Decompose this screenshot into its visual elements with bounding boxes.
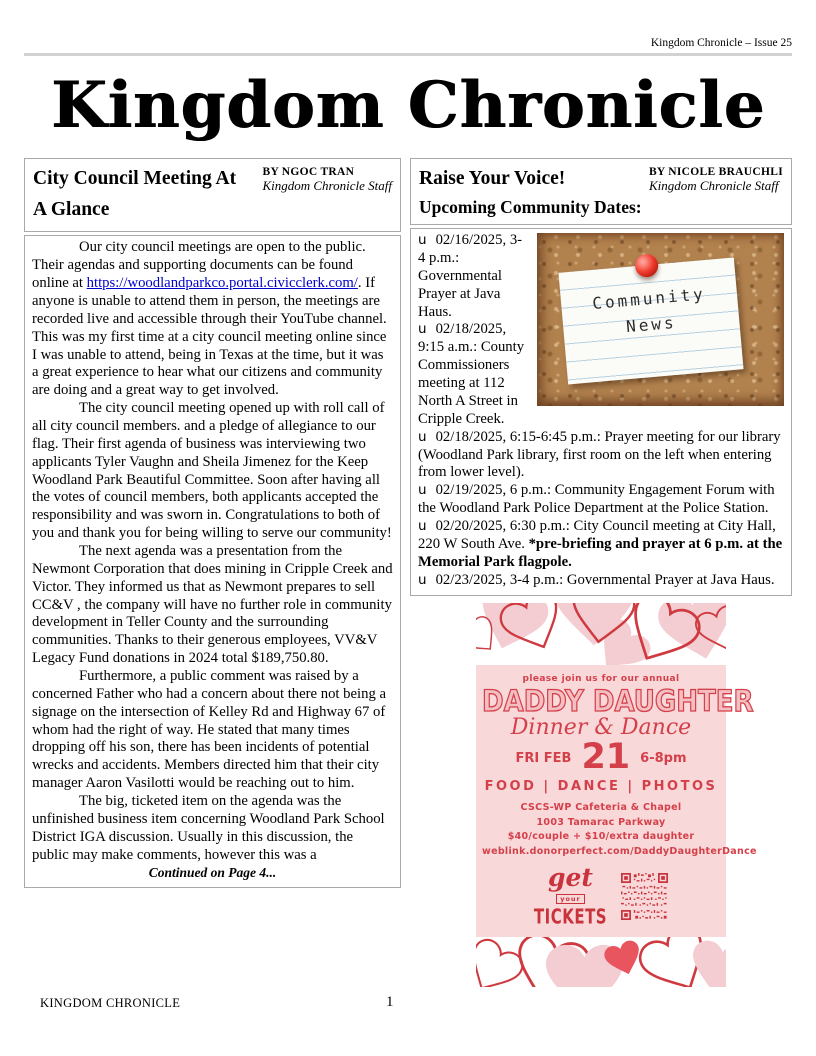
bullet-item: [418, 572, 784, 590]
bullet-item: [418, 518, 784, 572]
civicclerk-link[interactable]: https://woodlandparkco.portal.civicclerk.com/: [86, 275, 358, 292]
flyer-items-line: FOOD | DANCE | PHOTOS: [484, 778, 718, 794]
paragraph-1: [32, 239, 393, 400]
note-line2: News: [625, 312, 678, 336]
masthead-title: Kingdom Chronicle: [50, 68, 766, 143]
flyer-weblink: weblink.donorperfect.com/DaddyDaughterDance: [482, 846, 757, 858]
flyer-body: [476, 665, 757, 937]
two-column-layout: [24, 158, 792, 987]
byline-role: Kingdom Chronicle Staff: [262, 178, 392, 193]
bullet-text: 02/18/2025, 9:15 a.m.: County Commissioners meeting at 112 North A Street in Cripple Creek.: [418, 321, 525, 427]
left-article-title-line1: City Council Meeting At: [33, 168, 237, 189]
heart-icon: [476, 603, 553, 659]
right-article-title: Raise Your Voice!: [419, 168, 566, 189]
footer-title: KINGDOM CHRONICLE: [40, 996, 181, 1010]
paragraph-1-text-after: . If anyone is unable to attend them in person, the meetings are recorded live and accessible through their YouTube channel. This was my first time at a city council meeting online since I was unable to attend, being in Texas at the time, but it was a great experience to hear what our citizens and community are doing and a great way to get involved.: [32, 275, 387, 399]
flyer-title: DADDY DAUGHTER: [482, 685, 754, 720]
bullet-bold-text: *pre-briefing and prayer at 6 p.m. at the Memorial Park flagpole.: [418, 535, 783, 570]
continued-note: Continued on Page 4...: [148, 865, 277, 881]
paragraph-2: The city council meeting opened up with roll call of all city council members. and a pledge of allegiance to our flag. Their first agenda of business was interviewing two applicants Tyler Vaughn and Sheila Jimenez for the Keep Woodland Park Beautiful Committee. Soon after having all the votes of council members, both applicants accepted the responsibility and was sworn in. Congratulations to both of you and thank you for being willing to serve our community!: [32, 400, 392, 542]
left-article-title: [33, 163, 236, 225]
bullet-text: 02/23/2025, 3-4 p.m.: Governmental Prayer at Java Haus.: [435, 571, 775, 588]
left-article-body-box: [24, 235, 401, 888]
flyer-date-day: 21: [581, 737, 631, 778]
paragraph-1-text: Our city council meetings are open to the public. Their agendas and supporting documents can be found online at: [32, 239, 366, 292]
page-footer: [0, 996, 816, 1014]
bullet-icon: u: [418, 571, 427, 588]
heart-icon: [476, 937, 527, 987]
byline-role: Kingdom Chronicle Staff: [648, 178, 779, 193]
byline-author: BY NGOC TRAN: [262, 166, 355, 178]
bullet-icon: u: [418, 321, 427, 338]
running-header-text: Kingdom Chronicle – Issue 25: [650, 37, 792, 49]
page-number: 1: [386, 994, 394, 1010]
community-dates-subtitle: Upcoming Community Dates:: [419, 197, 642, 218]
flyer-date-row: [482, 737, 720, 778]
byline-author: BY NICOLE BRAUCHLI: [648, 166, 783, 178]
get-word: get: [548, 862, 593, 892]
paragraph-5: The big, ticketed item on the agenda was the unfinished business item concerning Woodland Park School District IGA discussion. Usually in this discussion, the public may make comments, however this was a: [32, 793, 385, 863]
running-header: [24, 0, 792, 56]
right-article-byline: [649, 163, 783, 194]
bullet-text: 02/18/2025, 6:15-6:45 p.m.: Prayer meeting for our library (Woodland Park library, first room on the left when entering from lower level).: [418, 428, 781, 481]
bullet-icon: u: [418, 232, 427, 249]
flyer-price: $40/couple + $10/extra daughter: [507, 831, 695, 843]
flyer-intro: please join us for our annual: [522, 674, 680, 685]
note-line1: Community: [591, 284, 707, 314]
community-news-photo: [537, 233, 784, 406]
bullet-item: [418, 429, 784, 483]
get-tickets-graphic: [533, 862, 608, 930]
bullet-item: [418, 482, 784, 518]
hearts-top-decoration: [476, 603, 726, 665]
qr-code-icon: [621, 873, 668, 920]
left-article-title-line2: A Glance: [33, 199, 110, 221]
paragraph-3: The next agenda was a presentation from the Newmont Corporation that does mining in Cripple Creek and Victor. They informed us that as Newmont prepares to sell CC&V , the company will have no further role in community development in Teller County and the surrounding communities. Thanks to their generous employees, VV&V Legacy Fund donations in 2024 total $189,750.80.: [32, 542, 393, 667]
tickets-word: TICKETS: [533, 904, 608, 930]
bullet-icon: u: [418, 428, 427, 445]
flyer-info-block: [482, 801, 757, 860]
bullet-text: 02/19/2025, 6 p.m.: Community Engagement Forum with the Woodland Park Police Department at the Police Station.: [418, 482, 775, 517]
flyer-script-line: Dinner & Dance: [510, 715, 692, 741]
right-article-body-box: [410, 228, 792, 596]
bullet-text: 02/20/2025, 6:30 p.m.: City Council meeting at City Hall, 220 W South Ave.: [418, 517, 776, 552]
flyer-date-prefix: FRI FEB: [515, 750, 572, 766]
bullet-icon: u: [418, 482, 427, 499]
right-article-header-box: [410, 158, 792, 225]
left-article: [24, 158, 401, 888]
flyer-date-time: 6-8pm: [640, 750, 687, 766]
flyer-venue: CSCS-WP Cafeteria & Chapel: [520, 801, 682, 813]
daddy-daughter-flyer: [476, 603, 757, 987]
bullet-text: 02/16/2025, 3-4 p.m.: Governmental Prayer at Java Haus.: [418, 232, 523, 320]
bullet-icon: u: [418, 517, 427, 534]
pinned-note-card: [558, 258, 743, 385]
left-article-byline: [262, 163, 392, 225]
your-word: your: [556, 894, 585, 904]
right-article: [410, 158, 792, 987]
hearts-bottom-decoration: [476, 937, 726, 987]
flyer-address: 1003 Tamarac Parkway: [536, 816, 666, 828]
tickets-row: [482, 862, 720, 930]
paragraph-4: Furthermore, a public comment was raised by a concerned Father who had a concern about there not being a signage on the intersection of Kelley Rd and Highway 67 of whom had the right of way. He stated that many times dropping off his son, there has been incidents of potential wrecks and accidents. Members directed him that their city manager Aaron Vasilotti would be reaching out to him.: [32, 668, 386, 792]
left-article-header-box: [24, 158, 401, 232]
